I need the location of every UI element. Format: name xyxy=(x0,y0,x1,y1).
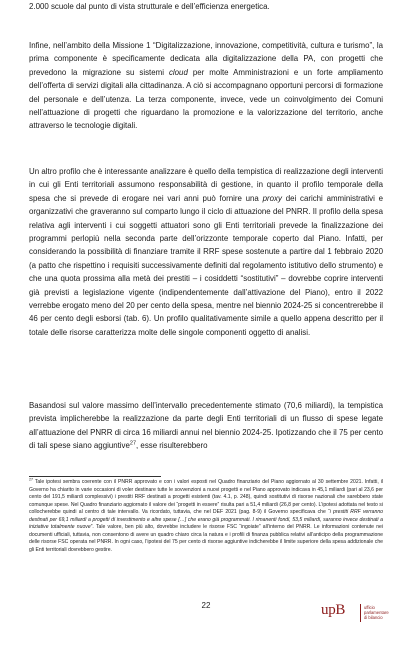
paragraph-4: Basandosi sul valore massimo dell’intervallo precedentemente stimato (70,6 miliardi), la tempistica prevista implicherebbe la realizzazione da parte degli Enti territoriali di un flusso di spese legate all’attuazione del PNRR di circa 16 miliardi annui nel biennio 2024-25. Ipotizzando che il 75 per cento di tali spese siano aggiuntive$^{27}$, esse risulterebbero xyxy=(29,401,383,451)
footnote-number: 27 xyxy=(29,477,33,482)
footnote-separator xyxy=(29,476,161,477)
paragraph-3: Un altro profilo che è interessante analizzare è quello della tempistica di realizzazione degli interventi in cui gli Enti territoriali assumono responsabilità di gestione, in quanto il profilo temporale della spesa che si prevede di erogare nei vari anni può fornire una proxy dei carichi amministrativi e organizzativi che graveranno sul comparto lungo il ciclo di attuazione del PNRR. Il profilo della spesa relativa agli interventi i cui soggetti attuatori sono gli Enti territoriali prevede la finalizzazione dei programmi perlopiù nella seconda parte dell’orizzonte temporale coperto dal Piano. Infatti, per considerando la possibilità di finanziare tramite il RRF spese sostenute a partire dal 1 febbraio 2020 (a patto che rispettino i requisiti successivamente definiti dal regolamento istitutivo dello strumento) e che una quota prossima alla metà dei prestiti – i cosiddetti “sostitutivi” – dovrebbe coprire interventi già previsti a legislazione vigente (indipendentemente dall’attivazione del Piano), entro il 2022 verrebbe erogato meno del 20 per cento della spesa, mentre nel biennio 2024-25 si concentrerebbe il 46 per cento degli esborsi (tab. 6). Un profilo qualitativamente simile a quello appena descritto per il totale delle risorse caratterizza molte delle singole componenti oggetto di analisi. xyxy=(29,167,383,337)
paragraph-2: Infine, nell’ambito della Missione 1 “Digitalizzazione, innovazione, competitività, cultura e turismo”, la prima componente è specificamente dedicata alla digitalizzazione della PA, con progetti che prevedono la migrazione su sistemi cloud per molte Amministrazioni e un forte ampliamento dell’offerta di servizi digitali alla cittadinanza. A ciò si accompagnano opportuni percorsi di formazione del personale e dell’utenza. La terza componente, invece, vede un coinvolgimento dei Comuni nell’attuazione di progetti che riguardano la promozione e la valorizzazione del territorio, anche attraverso le tecnologie digitali. xyxy=(29,41,383,131)
footnote-text: Tale ipotesi sembra coerente con il PNRR approvato e con i valori esposti nel Quadro finanziario del Piano aggiornato al 30 settembre 2021. Infatti, il Governo ha chiarito in varie occasioni di voler destinare tutte le sovvenzioni a nuovi progetti e nel Piano approvato indicava in 45,1 miliardi (pari al 23,6 per cento del 191,5 miliardi complessivi) i prestiti RRF destinati a progetti esistenti (tav. 4.1, p. 248), quindi sostitutivi di risorse nazionali che sarebbero state comunque spese. Nel Quadro finanziario aggiornato il valore dei “progetti in essere” risulta pari a 51,4 miliardi (26,8 per cento). L’ipotesi adottata nel testo si collocherebbe quindi al centro di tale intervallo. Va ricordato, tuttavia, che nel DEF 2021 (pag. 8-9) il Governo specificava che “i prestiti RRF verranno destinati per 69,1 miliardi a progetti di investimento e altre spese […] che erano già programmati. I rimanenti fondi, 53,5 miliardi, saranno invece destinati a iniziative totalmente nuove”. Tale valore, ben più alto, dovrebbe includere le risorse FSC “ingoiate” all’interno del PNRR. Le informazioni contenute nei documenti ufficiali, tuttavia, non consentono di avere un quadro chiaro circa la natura e i profili di finanza pubblica relativi all’anticipo della programmazione delle risorse FSC operata nel PNRR. In ogni caso, l’ipotesi del 75 per cento di risorse aggiuntive indicherebbe il limite superiore della spesa addizionale che gli Enti territoriali dovrebbero gestire. xyxy=(29,479,383,553)
page-number: 22 xyxy=(201,601,211,610)
logo-text-line-1: ufficio xyxy=(364,605,375,610)
logo-text-line-3: di bilancio xyxy=(364,615,383,621)
logo-text-line-2: parlamentare xyxy=(364,610,389,616)
footnote-27 xyxy=(29,479,383,554)
logo-mark: upB xyxy=(321,602,346,618)
logo-text xyxy=(364,605,400,621)
logo-divider xyxy=(360,604,361,622)
upb-logo xyxy=(321,602,401,628)
paragraph-1: 2.000 scuole dal punto di vista strutturale e dell’efficienza energetica. xyxy=(29,2,270,11)
